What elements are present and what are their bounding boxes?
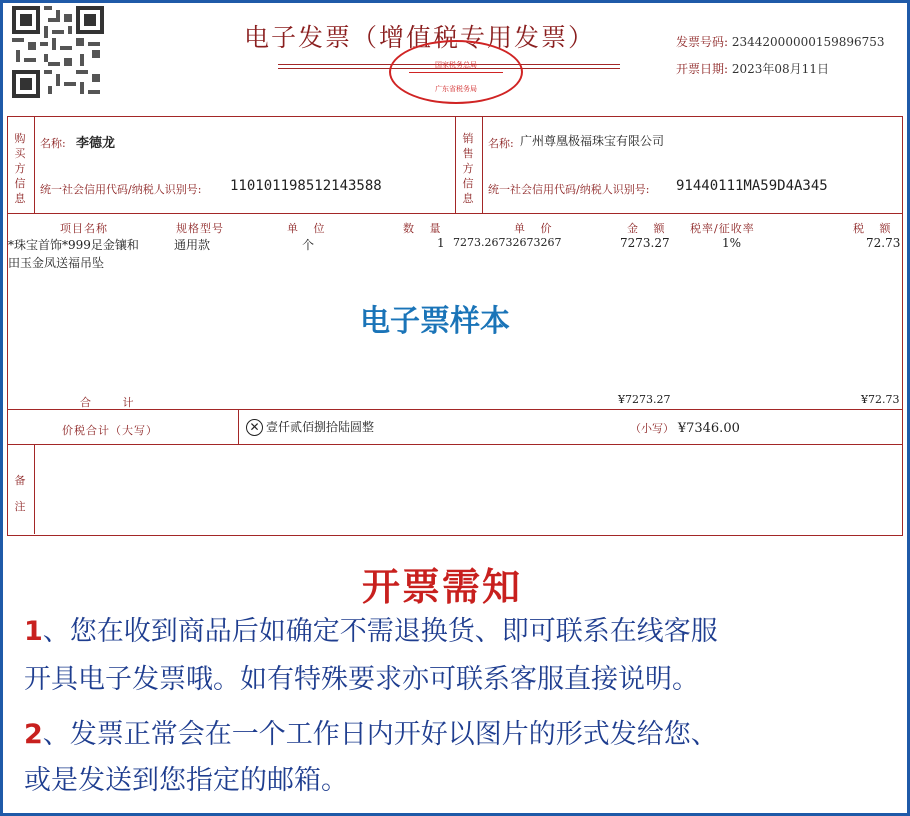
issue-date: 2023年08月11日 bbox=[731, 62, 829, 76]
divider bbox=[482, 117, 483, 213]
issue-date-label: 开票日期: bbox=[676, 62, 729, 76]
buyer-name: 李德龙 bbox=[76, 136, 116, 151]
item-name-line2: 田玉金凤送福吊坠 bbox=[8, 256, 105, 270]
invoice-number-row bbox=[676, 33, 885, 50]
seller-tax-id: 91440111MA59D4A345 bbox=[676, 178, 828, 194]
seal-line2: 广东省税务局 bbox=[435, 85, 477, 93]
remark-label: 备注 bbox=[14, 474, 26, 513]
divider bbox=[455, 117, 456, 213]
seller-tax-label: 统一社会信用代码/纳税人识别号: bbox=[488, 183, 650, 196]
notice-item1-line2: 开具电子发票哦。如有特殊要求亦可联系客服直接说明。 bbox=[24, 664, 699, 695]
buyer-name-label: 名称: bbox=[40, 137, 66, 150]
notice-item2-line2: 或是发送到您指定的邮箱。 bbox=[24, 765, 348, 796]
buyer-side-label: 购买方信息 bbox=[14, 132, 26, 205]
buyer-tax-id: 110101198512143588 bbox=[230, 178, 382, 194]
notice-item1-number: 1 bbox=[24, 616, 43, 647]
grand-total-label: 价税合计（大写） bbox=[62, 424, 158, 437]
invoice-number-label: 发票号码: bbox=[676, 35, 729, 49]
item-spec: 通用款 bbox=[174, 238, 211, 252]
invoice-number: 23442000000159896753 bbox=[731, 35, 885, 49]
item-qty: 1 bbox=[437, 236, 445, 250]
item-name-line1: *珠宝首饰*999足金镶和 bbox=[8, 238, 139, 252]
grand-total-upper-row bbox=[246, 418, 374, 436]
col-price: 单 价 bbox=[514, 222, 558, 235]
seal-line1: 国家税务总局 bbox=[435, 61, 477, 69]
grand-total-small: ¥7346.00 bbox=[677, 421, 740, 436]
divider bbox=[7, 444, 902, 445]
col-spec: 规格型号 bbox=[176, 222, 224, 235]
issue-date-row bbox=[676, 60, 829, 77]
notice-item2-text: 、发票正常会在一个工作日内开好以图片的形式发给您、 bbox=[42, 719, 718, 750]
seller-name-label: 名称: bbox=[488, 137, 514, 150]
col-tax-rate: 税率/征收率 bbox=[690, 222, 755, 235]
grand-total-small-row bbox=[630, 420, 740, 436]
divider bbox=[7, 213, 902, 214]
col-qty: 数 量 bbox=[403, 222, 447, 235]
seller-side-label: 销售方信息 bbox=[462, 132, 474, 205]
total-label: 合 计 bbox=[80, 396, 148, 409]
seller-name: 广州尊凰极福珠宝有限公司 bbox=[520, 134, 665, 148]
invoice-title: 电子发票（增值税专用发票） bbox=[244, 23, 596, 52]
notice-item2-number: 2 bbox=[24, 719, 43, 750]
cross-circle-icon: ✕ bbox=[246, 419, 263, 436]
total-amount: ¥7273.27 bbox=[618, 393, 671, 406]
divider bbox=[34, 445, 35, 534]
divider bbox=[238, 410, 239, 444]
col-unit: 单 位 bbox=[287, 222, 331, 235]
sample-watermark: 电子票样本 bbox=[360, 304, 510, 339]
total-tax: ¥72.73 bbox=[861, 393, 900, 406]
col-item-name: 项目名称 bbox=[60, 222, 108, 235]
notice-item1-text: 、您在收到商品后如确定不需退换货、即可联系在线客服 bbox=[42, 616, 718, 647]
item-tax: 72.73 bbox=[866, 236, 901, 250]
seal-divider bbox=[409, 72, 503, 73]
tax-seal bbox=[389, 40, 523, 104]
item-unit-price: 7273.26732673267 bbox=[453, 236, 562, 249]
item-unit: 个 bbox=[302, 238, 315, 252]
grand-total-upper: 壹仟贰佰捌拾陆圆整 bbox=[266, 420, 375, 434]
qr-code bbox=[12, 6, 104, 98]
col-amount: 金 额 bbox=[627, 222, 671, 235]
notice-title: 开票需知 bbox=[362, 565, 523, 609]
col-tax: 税 额 bbox=[853, 222, 897, 235]
grand-total-small-label: （小写） bbox=[630, 422, 674, 435]
buyer-tax-label: 统一社会信用代码/纳税人识别号: bbox=[40, 183, 202, 196]
item-amount: 7273.27 bbox=[620, 236, 670, 250]
divider bbox=[34, 117, 35, 213]
item-tax-rate: 1% bbox=[722, 236, 742, 250]
